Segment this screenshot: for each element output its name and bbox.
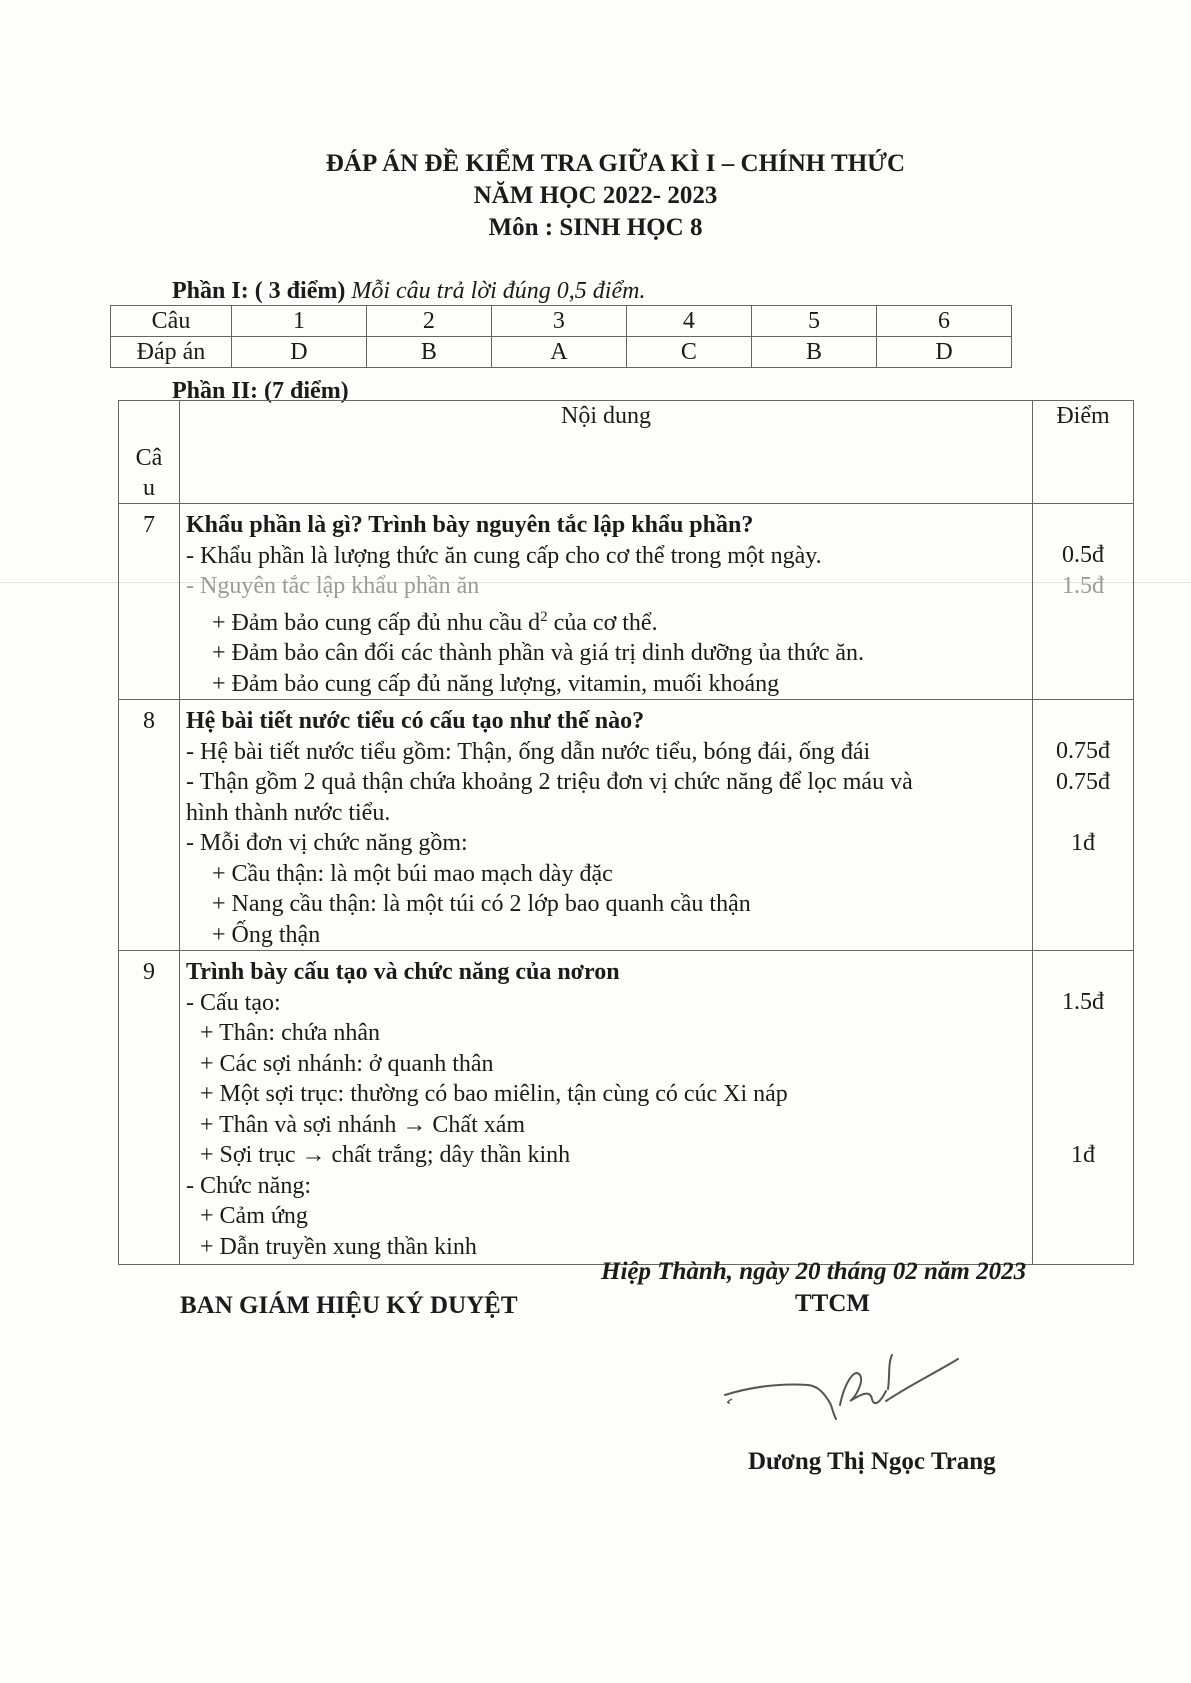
score-spacer bbox=[1033, 1048, 1133, 1079]
question-content-cell bbox=[180, 700, 1033, 951]
question-title: Trình bày cấu tạo và chức năng của nơron bbox=[186, 959, 620, 985]
answer-text: + Đảm bảo cung cấp đủ nhu cầu d bbox=[212, 609, 541, 636]
part1-label: Phần I: ( 3 điểm) bbox=[172, 278, 346, 304]
column-header-score: Điểm bbox=[1033, 401, 1134, 504]
header-school-year: NĂM HỌC 2022- 2023 bbox=[473, 182, 718, 209]
question-number: 6 bbox=[877, 306, 1012, 337]
approval-label: BAN GIÁM HIỆU KÝ DUYỆT bbox=[180, 1292, 518, 1319]
answer-table-answer-row bbox=[111, 337, 1012, 368]
row-label-question: Câu bbox=[111, 306, 232, 337]
answer-line: - Chức năng: bbox=[186, 1172, 311, 1199]
question-row-8 bbox=[119, 700, 1134, 951]
score-value: 0.75đ bbox=[1056, 738, 1110, 764]
answer-line: + Đảm bảo cung cấp đủ năng lượng, vitamin, muối khoáng bbox=[212, 670, 780, 697]
question-row-7 bbox=[119, 504, 1134, 700]
score-value: 0.5đ bbox=[1062, 542, 1104, 568]
part2-label: Phần II: (7 điểm) bbox=[172, 378, 349, 404]
question-content-cell bbox=[180, 951, 1033, 1265]
score-value: 0.75đ bbox=[1056, 768, 1110, 795]
answer-letter: B bbox=[751, 337, 876, 368]
score-cell bbox=[1033, 951, 1134, 1265]
answer-line: + Cầu thận: là một búi mao mạch dày đặc bbox=[212, 860, 613, 887]
answer-letter: C bbox=[626, 337, 751, 368]
signing-date: Hiệp Thành, ngày 20 tháng 02 năm 2023 bbox=[601, 1258, 1027, 1285]
answer-line: - Mỗi đơn vị chức năng gồm: bbox=[186, 830, 468, 856]
score-spacer bbox=[1033, 1109, 1133, 1140]
question-title: Khẩu phần là gì? Trình bày nguyên tắc lập khẩu phần? bbox=[186, 512, 754, 538]
question-content-cell bbox=[180, 504, 1033, 700]
answer-line: + Một sợi trục: thường có bao miêlin, tận cùng có cúc Xi náp bbox=[200, 1081, 788, 1107]
answer-line bbox=[180, 602, 1032, 639]
question-title: Hệ bài tiết nước tiểu có cấu tạo như thế nào? bbox=[186, 708, 645, 734]
score-cell bbox=[1033, 504, 1134, 700]
answer-table-question-row bbox=[111, 306, 1012, 337]
document-header bbox=[0, 148, 1191, 244]
answer-line: - Khẩu phần là lượng thức ăn cung cấp cho cơ thể trong một ngày. bbox=[186, 542, 822, 569]
answer-letter: A bbox=[491, 337, 626, 368]
answer-key-table bbox=[110, 305, 1012, 368]
answer-text: của cơ thể. bbox=[547, 609, 658, 636]
score-spacer bbox=[1033, 1018, 1133, 1049]
question-number-cell: 9 bbox=[119, 951, 180, 1265]
header-subject: Môn : SINH HỌC 8 bbox=[488, 214, 703, 241]
answer-line: - Thận gồm 2 quả thận chứa khoảng 2 triệu đơn vị chức năng để lọc máu và bbox=[186, 769, 913, 795]
answer-letter: D bbox=[877, 337, 1012, 368]
answer-line: - Hệ bài tiết nước tiểu gồm: Thận, ống dẫn nước tiểu, bóng đái, ống đái bbox=[186, 738, 871, 765]
header-title: ĐÁP ÁN ĐỀ KIỂM TRA GIỮA KÌ I – CHÍNH THỨC bbox=[325, 150, 906, 177]
answer-line: + Đảm bảo cân đối các thành phần và giá trị dinh dưỡng ủa thức ăn. bbox=[212, 640, 865, 666]
answer-line: hình thành nước tiểu. bbox=[186, 799, 391, 826]
table-header-row bbox=[119, 401, 1134, 504]
answer-line: + Cảm ứng bbox=[200, 1203, 308, 1229]
answer-line: + Các sợi nhánh: ở quanh thân bbox=[200, 1050, 494, 1077]
score-value: 1đ bbox=[1071, 829, 1095, 856]
question-number: 4 bbox=[626, 306, 751, 337]
question-number: 2 bbox=[366, 306, 491, 337]
score-value: 1.5đ bbox=[1062, 989, 1104, 1015]
row-label-answer: Đáp án bbox=[111, 337, 232, 368]
answer-line: + Thân và sợi nhánh → Chất xám bbox=[200, 1111, 526, 1138]
answer-line: + Thân: chứa nhân bbox=[200, 1020, 381, 1046]
score-value: 1đ bbox=[1071, 1141, 1095, 1168]
score-spacer bbox=[1033, 797, 1133, 828]
answer-line: + Sợi trục → chất trắng; dây thần kinh bbox=[200, 1142, 571, 1168]
column-header-question: Câ u bbox=[119, 401, 180, 504]
part1-heading bbox=[172, 278, 645, 305]
score-value: 1.5đ bbox=[1062, 572, 1104, 599]
answer-line: - Cấu tạo: bbox=[186, 989, 281, 1016]
answer-letter: D bbox=[232, 337, 367, 368]
question-number: 3 bbox=[491, 306, 626, 337]
answer-line: + Ống thận bbox=[212, 921, 321, 948]
score-cell bbox=[1033, 700, 1134, 951]
question-number: 1 bbox=[232, 306, 367, 337]
score-spacer bbox=[1033, 1079, 1133, 1110]
answer-line: - Nguyên tắc lập khẩu phần ăn bbox=[186, 573, 480, 599]
answer-line: + Dẫn truyền xung thần kinh bbox=[200, 1233, 477, 1260]
column-header-content: Nội dung bbox=[180, 401, 1033, 504]
question-number-cell: 8 bbox=[119, 700, 180, 951]
signer-name: Dương Thị Ngọc Trang bbox=[748, 1448, 996, 1475]
superscript: 2 bbox=[540, 608, 548, 625]
answer-line: + Nang cầu thận: là một túi có 2 lớp bao quanh cầu thận bbox=[212, 891, 751, 917]
question-number-cell: 7 bbox=[119, 504, 180, 700]
answer-letter: B bbox=[366, 337, 491, 368]
question-row-9 bbox=[119, 951, 1134, 1265]
essay-answer-table bbox=[118, 400, 1134, 1265]
department-head-label: TTCM bbox=[795, 1290, 870, 1317]
question-number: 5 bbox=[751, 306, 876, 337]
handwritten-signature bbox=[720, 1345, 970, 1445]
part1-note: Mỗi câu trả lời đúng 0,5 điểm. bbox=[351, 278, 646, 304]
